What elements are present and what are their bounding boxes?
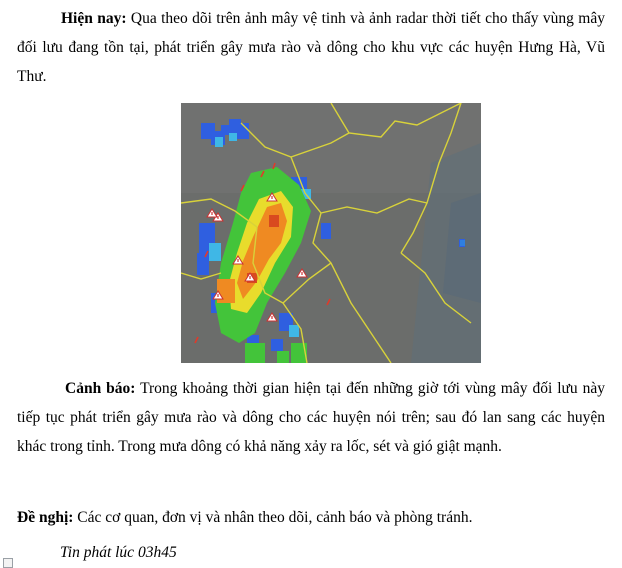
recommendation-paragraph <box>17 503 605 532</box>
warning-text: Trong khoảng thời gian hiện tại đến những giờ tới vùng mây đối lưu này tiếp tục phát triển gây mưa rào và dông cho các huyện nói trên; sau đó lan sang các huyện khác trong tỉnh. Trong mưa dông có khả năng xảy ra lốc, sét và gió giật mạnh. <box>17 380 605 455</box>
recommendation-label: Đề nghị: <box>17 509 74 526</box>
warning-paragraph <box>17 374 605 461</box>
warning-label: Cảnh báo: <box>65 380 136 397</box>
recommendation-text: Các cơ quan, đơn vị và nhân theo dõi, cảnh báo và phòng tránh. <box>73 509 473 526</box>
current-status-text: Qua theo dõi trên ảnh mây vệ tinh và ảnh radar thời tiết cho thấy vùng mây đối lưu đang tồn tại, phát triển gây mưa rào và dông cho khu vực các huyện Hưng Hà, Vũ Thư. <box>17 10 605 85</box>
radar-satellite-map <box>181 103 481 363</box>
current-status-label: Hiện nay: <box>61 10 127 27</box>
radar-map-graphic <box>181 103 481 363</box>
current-status-paragraph <box>17 4 605 91</box>
issue-time-note: Tin phát lúc 03h45 <box>60 544 177 561</box>
